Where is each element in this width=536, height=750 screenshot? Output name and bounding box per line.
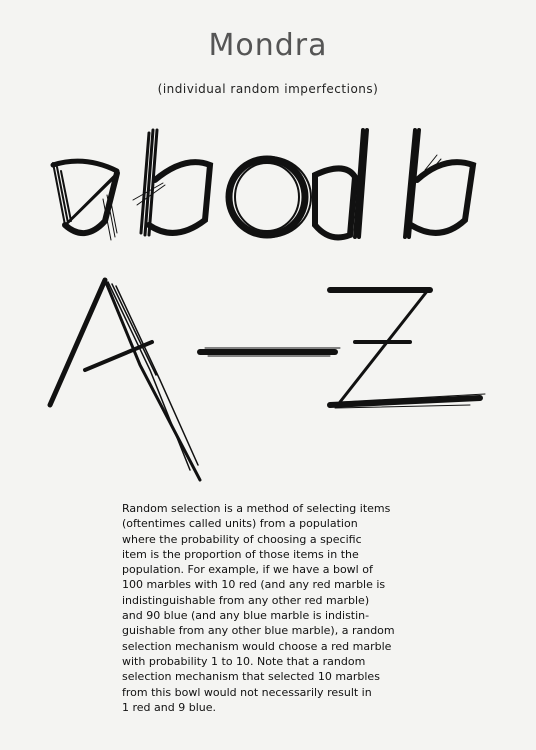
glyph-dash <box>200 348 340 356</box>
font-title: Mondra <box>208 28 328 63</box>
description-paragraph: Random selection is a method of selecting items (oftentimes called units) from a population where the probability of choosing a specific item is the proportion of those items in the population. For example, if we have a bowl of 100 marbles with 10 red (and any red marble is indistinguishable from any other red marble) and 90 blue (and any blue marble is indistin- guishable from any other blue marble), a random selection mechanism would choose a red marble with probability 1 to 10. Note that a random selection mechanism that selected 10 marbles from this bowl would not necessarily result in 1 red and 9 blue. <box>122 502 395 714</box>
glyph-b <box>133 130 210 235</box>
glyph-Z <box>330 290 485 408</box>
glyph-o <box>227 157 311 237</box>
glyph-b2 <box>405 130 473 237</box>
glyph-d <box>315 130 367 237</box>
lowercase-specimen-artwork <box>45 125 485 255</box>
glyph-A <box>50 280 200 480</box>
uppercase-specimen-artwork <box>40 270 490 485</box>
font-subtitle: (individual random imperfections) <box>157 82 379 96</box>
glyph-a <box>53 161 117 240</box>
